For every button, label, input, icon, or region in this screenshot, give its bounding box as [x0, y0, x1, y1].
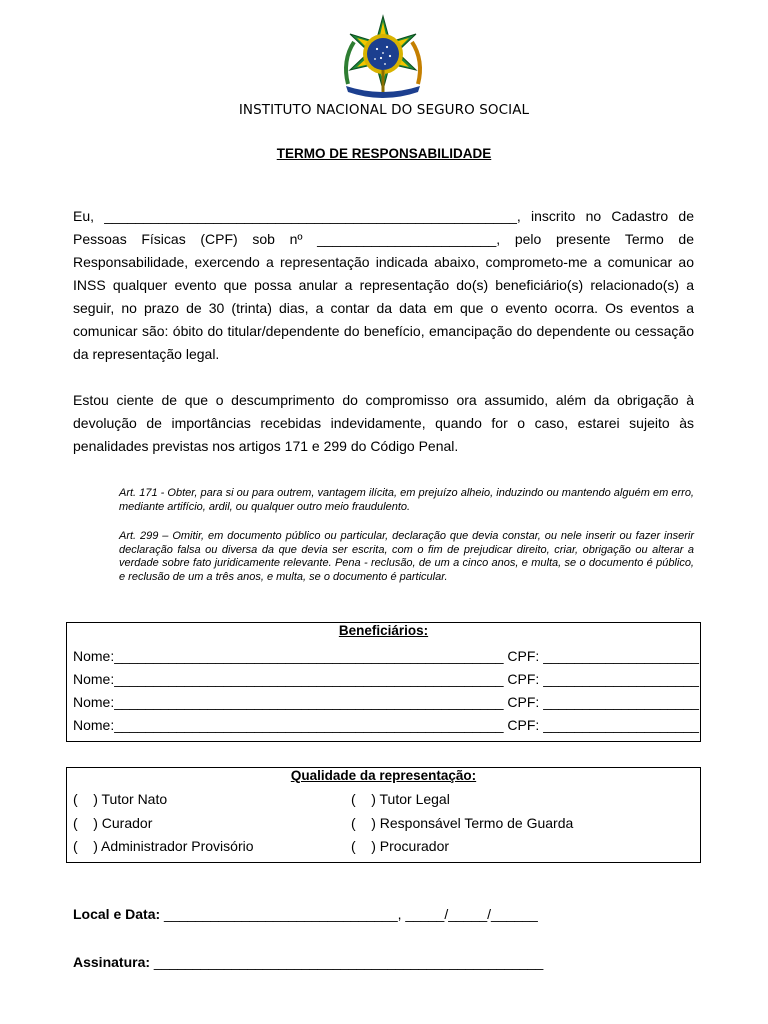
- institution-name: INSTITUTO NACIONAL DO SEGURO SOCIAL: [238, 102, 530, 118]
- document-title: TERMO DE RESPONSABILIDADE: [276, 146, 492, 161]
- representation-title: Qualidade da representação:: [290, 768, 477, 783]
- option-administrador-provisorio[interactable]: ( ) Administrador Provisório: [73, 838, 254, 854]
- article-299-text: Art. 299 – Omitir, em documento público ou particular, declaração que devia constar, ou nele inserir ou fazer inserir declaração falsa ou diversa da que devia ser escrita, com o fim de prejudicar direito, criar, obrigação ou alterar a verdade sobre fato juridicamente relevante. Pena - reclusão, de um a cinco anos, e multa, se o documento é público, e reclusão de um a três anos, e multa, se o documento é particular.: [119, 530, 694, 583]
- signature-field[interactable]: __________________________________________________: [150, 954, 544, 970]
- option-responsavel-termo-guarda[interactable]: ( ) Responsável Termo de Guarda: [351, 815, 574, 831]
- beneficiary-row[interactable]: Nome:__________________________________________________ CPF: ____________________: [73, 717, 699, 733]
- signature-label: Assinatura:: [73, 954, 151, 970]
- beneficiary-row[interactable]: Nome:__________________________________________________ CPF: ____________________: [73, 694, 699, 710]
- signature-line: [73, 954, 543, 970]
- representation-box: [66, 767, 701, 863]
- commitment-paragraph: Eu, _____________________________________________________, inscrito no Cadastro de Pessoas Físicas (CPF) sob nº _______________________, pelo presente Termo de Responsabilidade, exercendo a representação indicada abaixo, comprometo-me a comunicar ao INSS qualquer evento que possa anular a representação do(s) beneficiário(s) relacionado(s) a seguir, no prazo de 30 (trinta) dias, a contar da data em que o evento ocorra. Os eventos a comunicar são: óbito do titular/dependente do benefício, emancipação do dependente ou cessação da representação legal.: [73, 208, 694, 362]
- brazil-coat-of-arms-icon: [334, 14, 432, 100]
- local-date-field[interactable]: ______________________________, _____/_____/______: [160, 906, 538, 922]
- option-tutor-nato[interactable]: ( ) Tutor Nato: [73, 791, 168, 807]
- awareness-paragraph: Estou ciente de que o descumprimento do compromisso ora assumido, além da obrigação à devolução de importâncias recebidas indevidamente, quando for o caso, estarei sujeito às penalidades previstas nos artigos 171 e 299 do Código Penal.: [73, 392, 694, 454]
- local-date-label: Local e Data:: [73, 906, 161, 922]
- option-curador[interactable]: ( ) Curador: [73, 815, 153, 831]
- local-date-line: [73, 906, 538, 922]
- beneficiaries-title: Beneficiários:: [338, 623, 429, 638]
- option-procurador[interactable]: ( ) Procurador: [351, 838, 450, 854]
- article-171-text: Art. 171 - Obter, para si ou para outrem, vantagem ilícita, em prejuízo alheio, induzindo ou mantendo alguém em erro, mediante artifício, ardil, ou qualquer outro meio fraudulento.: [119, 487, 694, 513]
- beneficiaries-box: [66, 622, 701, 742]
- option-tutor-legal[interactable]: ( ) Tutor Legal: [351, 791, 450, 807]
- beneficiary-row[interactable]: Nome:__________________________________________________ CPF: ____________________: [73, 648, 699, 664]
- beneficiary-row[interactable]: Nome:__________________________________________________ CPF: ____________________: [73, 671, 699, 687]
